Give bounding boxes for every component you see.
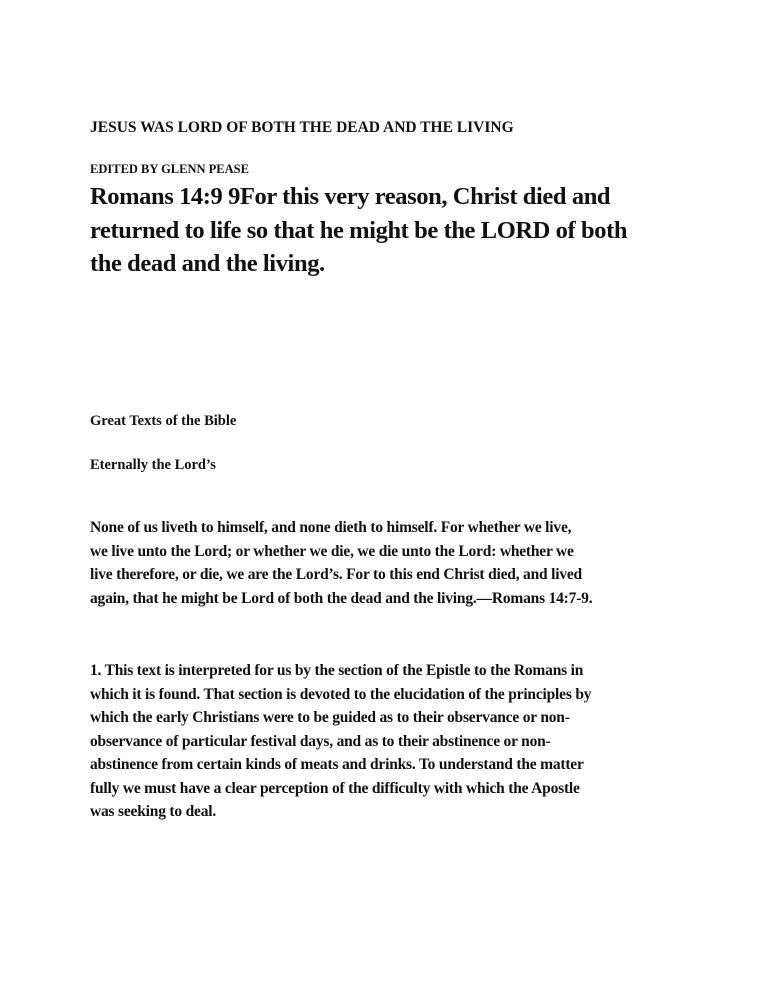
paragraph-line: 1. This text is interpreted for us by the section of the Epistle to the Romans in <box>90 662 584 679</box>
paragraph-line: None of us liveth to himself, and none dieth to himself. For whether we live, <box>90 519 572 536</box>
paragraph-line: fully we must have a clear perception of the difficulty with which the Apostle <box>90 779 580 797</box>
paragraph-line: we live unto the Lord; or whether we die, we die unto the Lord: whether we <box>90 542 574 560</box>
source-heading: Great Texts of the Bible <box>90 413 237 429</box>
verse-line: returned to life so that he might be the LORD of both <box>90 216 628 244</box>
paragraph-line: was seeking to deal. <box>90 803 217 820</box>
paragraph-line: abstinence from certain kinds of meats and drinks. To understand the matter <box>90 756 584 773</box>
document-editor: EDITED BY GLENN PEASE <box>90 162 249 176</box>
verse-heading <box>90 180 627 281</box>
paragraph-line: again, that he might be Lord of both the dead and the living.—Romans 14:7-9. <box>90 589 593 607</box>
paragraph-line: which the early Christians were to be guided as to their observance or non- <box>90 709 570 726</box>
verse-line: Romans 14:9 9For this very reason, Christ died and <box>90 183 611 210</box>
paragraph-line: observance of particular festival days, and as to their abstinence or non- <box>90 732 551 750</box>
paragraph-line: live therefore, or die, we are the Lord’s. For to this end Christ died, and lived <box>90 566 582 584</box>
verse-line: the dead and the living. <box>90 250 325 277</box>
paragraph-interpretation <box>90 659 591 824</box>
document-title: JESUS WAS LORD OF BOTH THE DEAD AND THE LIVING <box>90 119 514 136</box>
paragraph-line: which it is found. That section is devoted to the elucidation of the principles by <box>90 685 592 703</box>
paragraph-scripture <box>90 516 592 610</box>
section-title: Eternally the Lord’s <box>90 457 216 473</box>
